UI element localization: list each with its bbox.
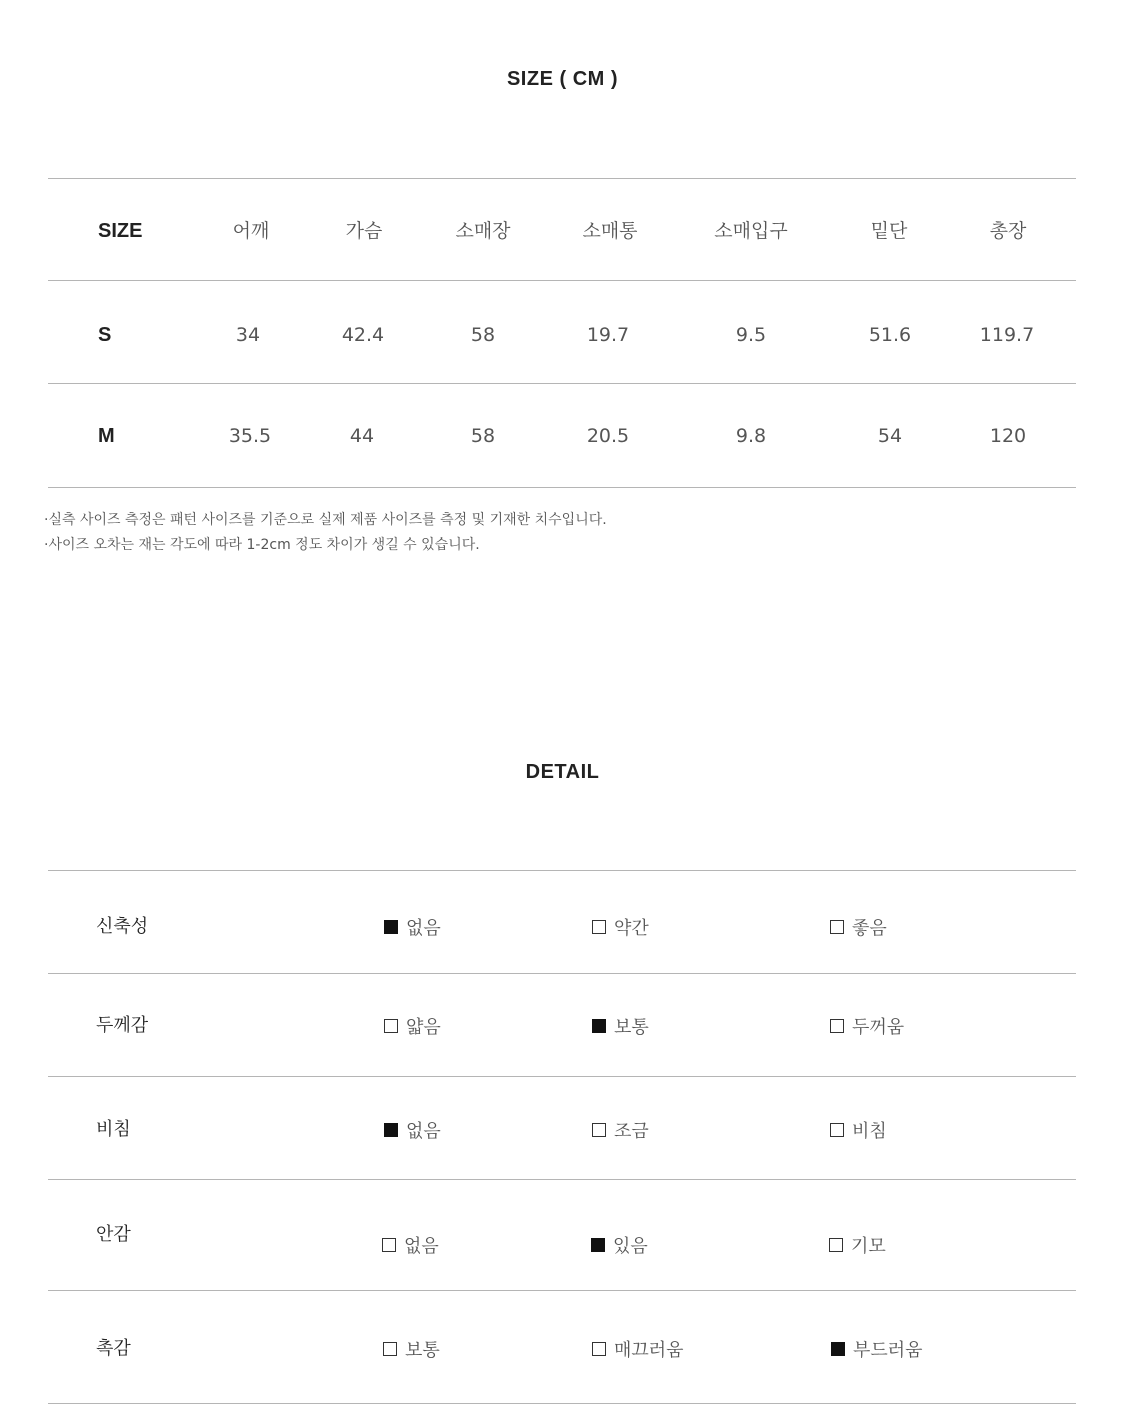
checkbox-icon (830, 920, 844, 934)
detail-option (384, 1112, 441, 1148)
detail-option (830, 1112, 887, 1148)
option-label: 없음 (406, 918, 441, 939)
checkbox-icon (592, 1342, 606, 1356)
detail-option (830, 1008, 904, 1044)
detail-option (592, 909, 649, 945)
size-label-s: S (98, 324, 112, 346)
m-sleeve-width-value: 20.5 (586, 425, 630, 447)
detail-option (592, 1331, 684, 1367)
option-label: 좋음 (852, 918, 887, 939)
size-note: ·실측 사이즈 측정은 패턴 사이즈를 기준으로 실제 제품 사이즈를 측정 및 기재한 치수입니다. (44, 512, 607, 528)
m-chest-value: 44 (349, 425, 375, 447)
option-label: 매끄러움 (614, 1340, 684, 1361)
checkbox-icon (382, 1238, 396, 1252)
checkbox-icon (592, 1019, 606, 1033)
option-label: 약간 (614, 918, 649, 939)
checkbox-icon (830, 1019, 844, 1033)
detail-table-top-divider (48, 870, 1076, 871)
detail-table-divider (48, 973, 1076, 974)
option-label: 얇음 (406, 1017, 441, 1038)
detail-table-divider (48, 1076, 1076, 1077)
detail-table-divider (48, 1290, 1076, 1291)
header-total-length: 총장 (989, 220, 1027, 242)
option-label: 보통 (405, 1340, 440, 1361)
detail-label: 비침 (96, 1119, 131, 1140)
detail-option (591, 1227, 648, 1263)
s-shoulder-value: 34 (235, 324, 261, 346)
option-label: 부드러움 (853, 1340, 923, 1361)
detail-row-thickness (48, 1008, 1076, 1044)
checkbox-icon (384, 1123, 398, 1137)
option-label: 기모 (851, 1236, 886, 1257)
size-table-bottom-divider (48, 487, 1076, 488)
option-label: 두꺼움 (852, 1017, 905, 1038)
m-sleeve-length-value: 58 (470, 425, 496, 447)
detail-label: 두께감 (96, 1015, 149, 1036)
detail-label: 촉감 (96, 1338, 131, 1359)
detail-section-title: DETAIL (525, 761, 600, 783)
size-table-header-row (48, 211, 1076, 251)
s-chest-value: 42.4 (341, 324, 385, 346)
header-shoulder: 어깨 (232, 220, 270, 242)
detail-label: 안감 (96, 1224, 131, 1245)
checkbox-icon (829, 1238, 843, 1252)
s-hem-value: 51.6 (868, 324, 912, 346)
size-table-row-s (48, 315, 1076, 355)
detail-option (592, 1008, 649, 1044)
detail-table-divider (48, 1179, 1076, 1180)
option-label: 있음 (613, 1236, 648, 1257)
header-sleeve-width: 소매통 (582, 220, 638, 242)
size-table-top-divider (48, 178, 1076, 179)
checkbox-icon (592, 1123, 606, 1137)
header-chest: 가슴 (345, 220, 383, 242)
checkbox-icon (592, 920, 606, 934)
detail-option (592, 1112, 649, 1148)
option-label: 조금 (614, 1121, 649, 1142)
header-sleeve-opening: 소매입구 (714, 220, 788, 242)
size-label-m: M (98, 425, 115, 447)
detail-table-bottom-divider (48, 1403, 1076, 1404)
s-sleeve-width-value: 19.7 (586, 324, 630, 346)
checkbox-icon (384, 1019, 398, 1033)
option-label: 비침 (852, 1121, 887, 1142)
detail-option (830, 909, 887, 945)
size-table-divider (48, 280, 1076, 281)
checkbox-icon (384, 920, 398, 934)
detail-option (384, 909, 441, 945)
option-label: 보통 (614, 1017, 649, 1038)
checkbox-icon (591, 1238, 605, 1252)
header-hem: 밑단 (870, 220, 908, 242)
header-sleeve-length: 소매장 (455, 220, 511, 242)
size-notes (44, 508, 607, 558)
size-note: ·사이즈 오차는 재는 각도에 따라 1-2cm 정도 차이가 생길 수 있습니다. (44, 537, 480, 553)
detail-option (384, 1008, 441, 1044)
detail-row-sheerness (48, 1112, 1076, 1148)
option-label: 없음 (404, 1236, 439, 1257)
checkbox-icon (831, 1342, 845, 1356)
size-table-divider (48, 383, 1076, 384)
s-sleeve-length-value: 58 (470, 324, 496, 346)
m-hem-value: 54 (877, 425, 903, 447)
checkbox-icon (830, 1123, 844, 1137)
detail-row-elasticity (48, 909, 1076, 945)
detail-option (383, 1331, 440, 1367)
m-total-length-value: 120 (989, 425, 1027, 447)
detail-option (829, 1227, 886, 1263)
size-section-title: SIZE ( CM ) (506, 68, 619, 90)
detail-label: 신축성 (96, 916, 149, 937)
checkbox-icon (383, 1342, 397, 1356)
m-shoulder-value: 35.5 (228, 425, 272, 447)
option-label: 없음 (406, 1121, 441, 1142)
detail-row-texture (48, 1331, 1076, 1367)
s-sleeve-opening-value: 9.5 (735, 324, 767, 346)
size-column-header: SIZE (98, 220, 143, 242)
detail-option (382, 1227, 439, 1263)
detail-row-lining-options (48, 1227, 1076, 1263)
size-table-row-m (48, 416, 1076, 456)
detail-option (831, 1331, 923, 1367)
s-total-length-value: 119.7 (979, 324, 1035, 346)
m-sleeve-opening-value: 9.8 (735, 425, 767, 447)
